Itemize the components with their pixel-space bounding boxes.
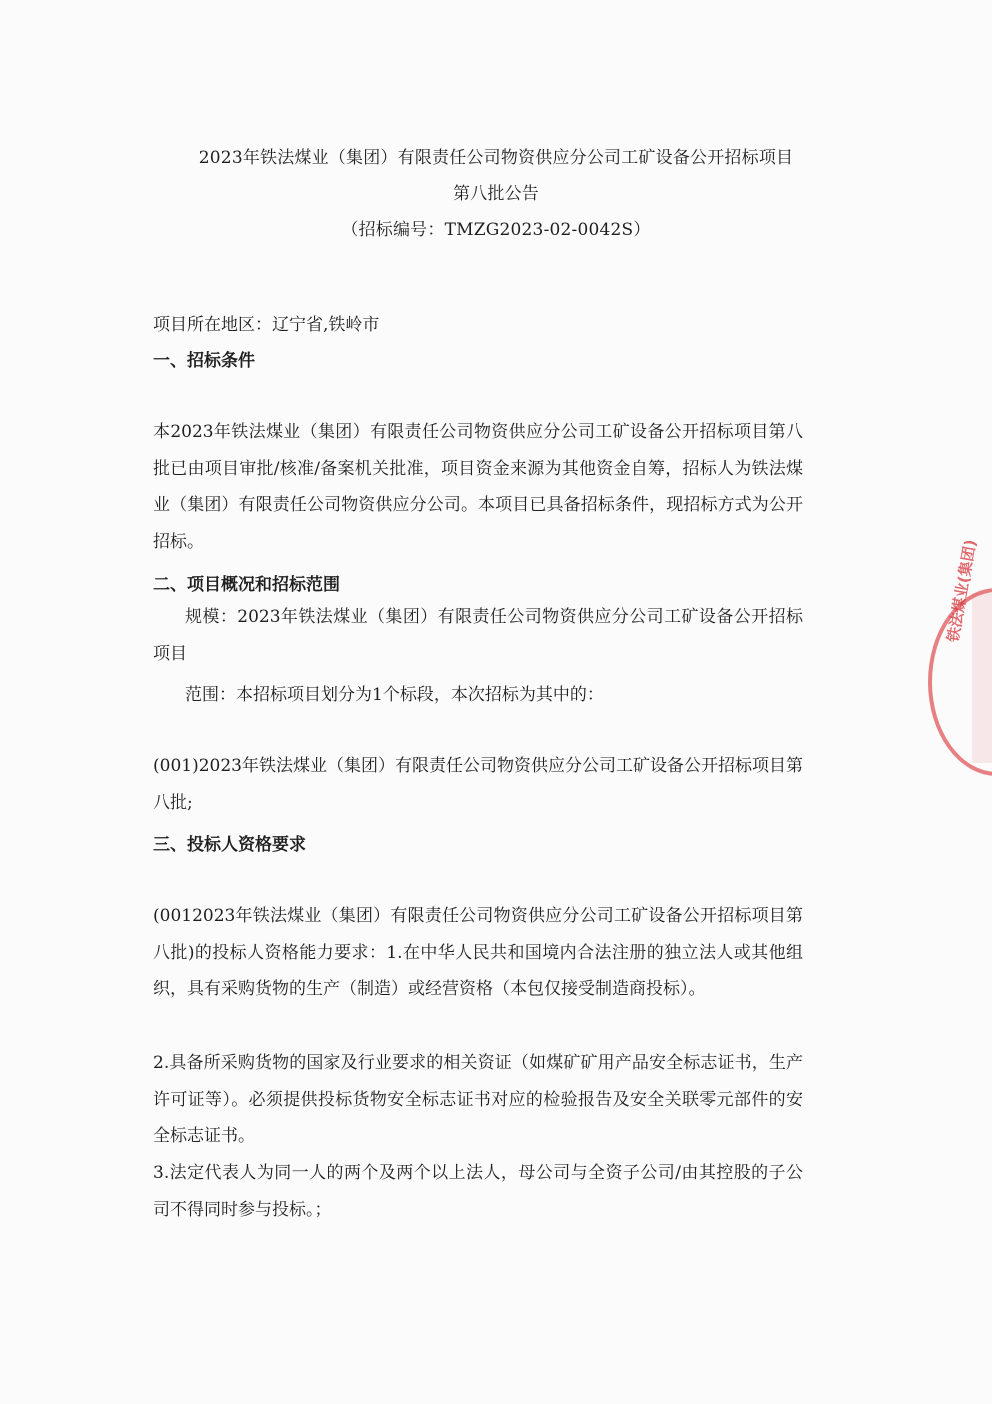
title-block xyxy=(120,140,872,248)
seal-text: 铁法煤业(集团) xyxy=(943,538,980,644)
section-1-body: 本2023年铁法煤业（集团）有限责任公司物资供应分公司工矿设备公开招标项目第八批已由项目审批/核准/备案机关批准，项目资金来源为其他资金自筹，招标人为铁法煤业（集团）有限责任公司物资供应分公司。本项目已具备招标条件，现招标方式为公开招标。 xyxy=(153,422,803,552)
section-2-scope: 范围：本招标项目划分为1个标段，本次招标为其中的： xyxy=(185,685,604,705)
title-line-2: 第八批公告 xyxy=(453,184,539,204)
section-2-lot: (001)2023年铁法煤业（集团）有限责任公司物资供应分公司工矿设备公开招标项目第八批; xyxy=(153,756,803,813)
section-3-requirement-2: 2.具备所采购货物的国家及行业要求的相关资证（如煤矿矿用产品安全标志证书，生产许可证等）。必须提供投标货物安全标志证书对应的检验报告及安全关联零元部件的安全标志证书。 xyxy=(153,1053,803,1146)
project-location: 项目所在地区：辽宁省,铁岭市 xyxy=(153,315,380,335)
section-2-heading: 二、项目概况和招标范围 xyxy=(153,575,340,595)
section-1-heading: 一、招标条件 xyxy=(153,351,255,371)
section-3-requirement-3: 3.法定代表人为同一人的两个及两个以上法人，母公司与全资子公司/由其控股的子公司不得同时参与投标。； xyxy=(153,1163,803,1220)
title-line-1: 2023年铁法煤业（集团）有限责任公司物资供应分公司工矿设备公开招标项目 xyxy=(198,148,794,168)
section-2-scale: 规模：2023年铁法煤业（集团）有限责任公司物资供应分公司工矿设备公开招标项目 xyxy=(153,607,803,664)
tender-number: （招标编号：TMZG2023-02-0042S） xyxy=(341,220,651,240)
section-3-requirement-1: (0012023年铁法煤业（集团）有限责任公司物资供应分公司工矿设备公开招标项目第八批)的投标人资格能力要求：1.在中华人民共和国境内合法注册的独立法人或其他组织，具有采购货物的生产（制造）或经营资格（本包仅接受制造商投标）。 xyxy=(153,906,803,999)
section-3-heading: 三、投标人资格要求 xyxy=(153,835,306,855)
